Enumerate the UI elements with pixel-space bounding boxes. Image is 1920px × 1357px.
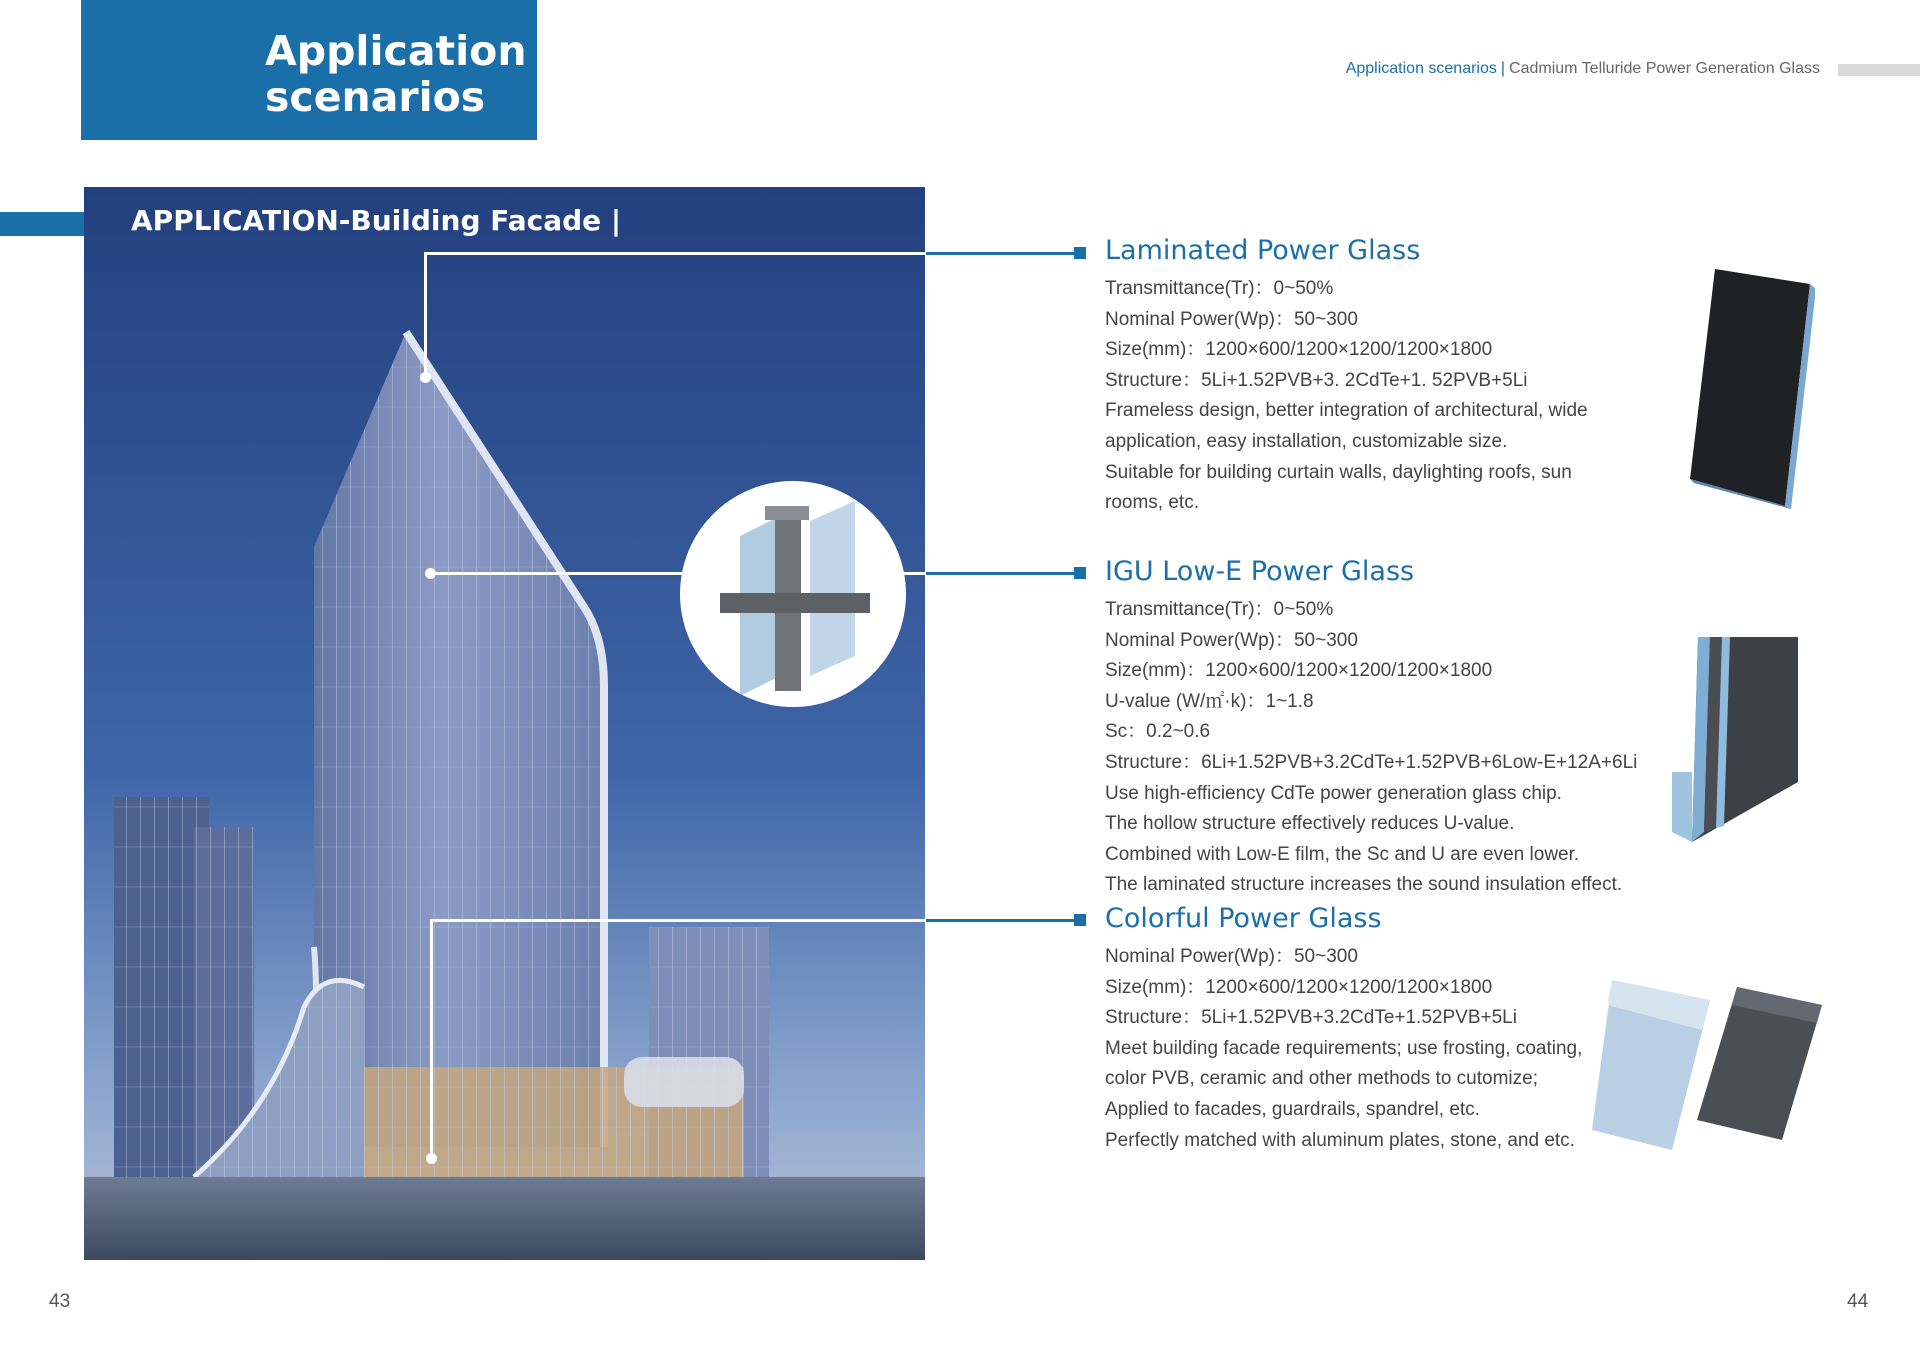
running-header-section: Application scenarios — [1345, 60, 1497, 77]
desc-line: Meet building facade requirements; use frosting, coating, — [1105, 1037, 1583, 1059]
section-title-line2: scenarios — [265, 73, 486, 121]
callout-marker-2 — [1074, 567, 1086, 579]
desc-line: Frameless design, better integration of architectural, wide — [1105, 400, 1588, 422]
running-header-product: Cadmium Telluride Power Generation Glass — [1509, 60, 1820, 77]
laminated-glass-panel-image — [1685, 264, 1815, 514]
section-title-block — [81, 0, 537, 140]
desc-line: The hollow structure effectively reduces U-value. — [1105, 813, 1515, 835]
callout-dot-3 — [426, 1153, 437, 1164]
spec-line: Structure：5Li+1.52PVB+3.2CdTe+1.52PVB+5Li — [1105, 1007, 1517, 1029]
product-laminated-power-glass — [1105, 234, 1665, 519]
building-illustration — [84, 187, 925, 1260]
callout-line-1-ext — [926, 252, 1075, 255]
desc-line: application, easy installation, customizable size. — [1105, 430, 1508, 452]
product-title: Colorful Power Glass — [1105, 903, 1382, 934]
callout-line-1 — [424, 252, 926, 255]
desc-line: Applied to facades, guardrails, spandrel, etc. — [1105, 1098, 1480, 1120]
desc-line: Use high-efficiency CdTe power generation glass chip. — [1105, 782, 1562, 804]
spec-line: Sc：0.2~0.6 — [1105, 721, 1211, 743]
spec-line: Nominal Power(Wp)：50~300 — [1105, 629, 1358, 651]
callout-line-3-vertical — [430, 919, 433, 1157]
product-colorful-power-glass — [1105, 902, 1665, 1156]
page-number-right: 44 — [1847, 1291, 1869, 1312]
spec-line: Size(mm)：1200×600/1200×1200/1200×1800 — [1105, 976, 1493, 998]
desc-line: The laminated structure increases the sound insulation effect. — [1105, 874, 1623, 896]
desc-line: Combined with Low-E film, the Sc and U are even lower. — [1105, 843, 1580, 865]
spec-line: Structure：5Li+1.52PVB+3. 2CdTe+1. 52PVB+5Li — [1105, 369, 1528, 391]
building-facade-photo — [84, 187, 925, 1260]
callout-dot-2 — [425, 568, 436, 579]
running-header-separator: | — [1500, 60, 1506, 77]
spec-line: Size(mm)：1200×600/1200×1200/1200×1800 — [1105, 339, 1493, 361]
desc-line: color PVB, ceramic and other methods to cutomize; — [1105, 1068, 1538, 1090]
running-header — [1346, 60, 1820, 78]
product-title: Laminated Power Glass — [1105, 235, 1421, 266]
callout-line-2-ext — [926, 572, 1075, 575]
colorful-glass-panels-image — [1592, 975, 1837, 1170]
running-header-bar — [1838, 64, 1920, 76]
spec-line: Structure：6Li+1.52PVB+3.2CdTe+1.52PVB+6Low-E+12A+6Li — [1105, 751, 1638, 773]
desc-line: Perfectly matched with aluminum plates, stone, and etc. — [1105, 1129, 1575, 1151]
igu-glass-section-image — [1670, 632, 1805, 852]
callout-line-3-ext — [926, 919, 1075, 922]
callout-dot-1 — [420, 372, 431, 383]
spec-line: Nominal Power(Wp)：50~300 — [1105, 308, 1358, 330]
callout-line-3 — [430, 919, 926, 922]
section-title — [265, 28, 527, 120]
spec-line: U-value (W/㎡·k)：1~1.8 — [1105, 690, 1314, 712]
curtain-wall-detail-image — [680, 481, 906, 707]
photo-caption: APPLICATION-Building Facade | — [131, 204, 622, 237]
spec-line: Size(mm)：1200×600/1200×1200/1200×1800 — [1105, 660, 1493, 682]
callout-line-1-vertical — [424, 252, 427, 377]
spec-line: Transmittance(Tr)：0~50% — [1105, 599, 1334, 620]
product-title: IGU Low-E Power Glass — [1105, 556, 1415, 587]
callout-marker-1 — [1074, 247, 1086, 259]
spec-line: Transmittance(Tr)：0~50% — [1105, 278, 1334, 299]
page-number-left: 43 — [49, 1291, 71, 1312]
desc-line: rooms, etc. — [1105, 492, 1199, 514]
desc-line: Suitable for building curtain walls, daylighting roofs, sun — [1105, 461, 1572, 483]
section-title-line1: Application — [265, 27, 527, 75]
spec-line: Nominal Power(Wp)：50~300 — [1105, 946, 1358, 967]
product-igu-low-e-power-glass — [1105, 555, 1665, 901]
left-accent-bar — [0, 212, 97, 236]
callout-marker-3 — [1074, 914, 1086, 926]
